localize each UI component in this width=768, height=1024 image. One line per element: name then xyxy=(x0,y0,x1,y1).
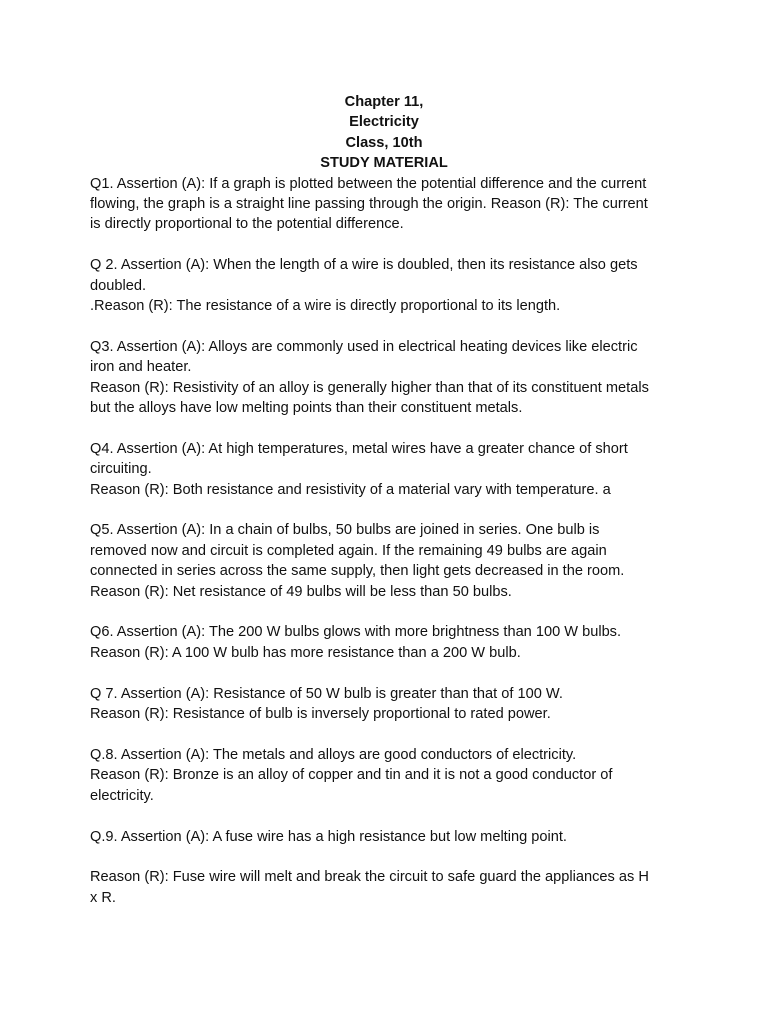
paragraph-gap xyxy=(90,316,678,336)
question-q9-reason xyxy=(90,867,678,908)
question-line: Q3. Assertion (A): Alloys are commonly used in electrical heating devices like electric xyxy=(90,338,638,355)
material-title: STUDY MATERIAL xyxy=(320,155,448,172)
question-q4 xyxy=(90,439,678,500)
question-q5 xyxy=(90,520,678,602)
subject-title: Electricity xyxy=(349,114,419,131)
question-line: removed now and circuit is completed again. If the remaining 49 bulbs are again xyxy=(90,542,607,559)
question-q6 xyxy=(90,622,678,663)
question-line: is directly proportional to the potential difference. xyxy=(90,216,404,233)
question-line: doubled. xyxy=(90,277,146,294)
paragraph-gap xyxy=(90,602,678,622)
question-line: Q6. Assertion (A): The 200 W bulbs glows with more brightness than 100 W bulbs. xyxy=(90,624,622,641)
question-line: Q5. Assertion (A): In a chain of bulbs, 50 bulbs are joined in series. One bulb is xyxy=(90,522,600,539)
question-line: Reason (R): Resistivity of an alloy is generally higher than that of its constituent metals xyxy=(90,379,649,396)
question-line: electricity. xyxy=(90,787,154,804)
paragraph-gap xyxy=(90,847,678,867)
question-line: Q.9. Assertion (A): A fuse wire has a high resistance but low melting point. xyxy=(90,828,567,845)
question-line: Reason (R): Resistance of bulb is inversely proportional to rated power. xyxy=(90,706,551,723)
paragraph-gap xyxy=(90,725,678,745)
chapter-title: Chapter 11, xyxy=(344,94,424,110)
question-q3 xyxy=(90,337,678,419)
document-heading xyxy=(90,92,678,174)
question-line: Reason (R): Bronze is an alloy of copper and tin and it is not a good conductor of xyxy=(90,767,613,784)
question-line: Reason (R): Fuse wire will melt and break the circuit to safe guard the appliances as H xyxy=(90,869,649,886)
question-q9-assertion xyxy=(90,827,678,847)
question-line: Reason (R): A 100 W bulb has more resistance than a 200 W bulb. xyxy=(90,644,521,661)
question-line: flowing, the graph is a straight line passing through the origin. Reason (R): The current xyxy=(90,196,648,213)
paragraph-gap xyxy=(90,806,678,826)
question-line: iron and heater. xyxy=(90,359,192,376)
question-q2 xyxy=(90,255,678,316)
paragraph-gap xyxy=(90,663,678,683)
question-line: but the alloys have low melting points than their constituent metals. xyxy=(90,400,523,417)
question-line: connected in series across the same supply, then light gets decreased in the room. xyxy=(90,563,625,580)
question-q7 xyxy=(90,684,678,725)
paragraph-gap xyxy=(90,235,678,255)
question-line: Q1. Assertion (A): If a graph is plotted between the potential difference and the current xyxy=(90,175,647,192)
paragraph-gap xyxy=(90,418,678,438)
question-q8 xyxy=(90,745,678,806)
question-line: Q4. Assertion (A): At high temperatures, metal wires have a greater chance of short xyxy=(90,440,628,457)
question-line: .Reason (R): The resistance of a wire is directly proportional to its length. xyxy=(90,298,561,315)
question-q1 xyxy=(90,174,678,235)
questions-list xyxy=(90,174,678,908)
question-line: circuiting. xyxy=(90,461,152,478)
question-line: Q 2. Assertion (A): When the length of a wire is doubled, then its resistance also gets xyxy=(90,257,638,274)
question-line: Q 7. Assertion (A): Resistance of 50 W bulb is greater than that of 100 W. xyxy=(90,685,563,702)
class-title: Class, 10th xyxy=(345,134,423,151)
question-line: Q.8. Assertion (A): The metals and alloys are good conductors of electricity. xyxy=(90,746,577,763)
question-line: x R. xyxy=(90,889,116,906)
question-line: Reason (R): Both resistance and resistivity of a material vary with temperature. a xyxy=(90,481,611,498)
question-line: Reason (R): Net resistance of 49 bulbs will be less than 50 bulbs. xyxy=(90,583,512,600)
paragraph-gap xyxy=(90,500,678,520)
